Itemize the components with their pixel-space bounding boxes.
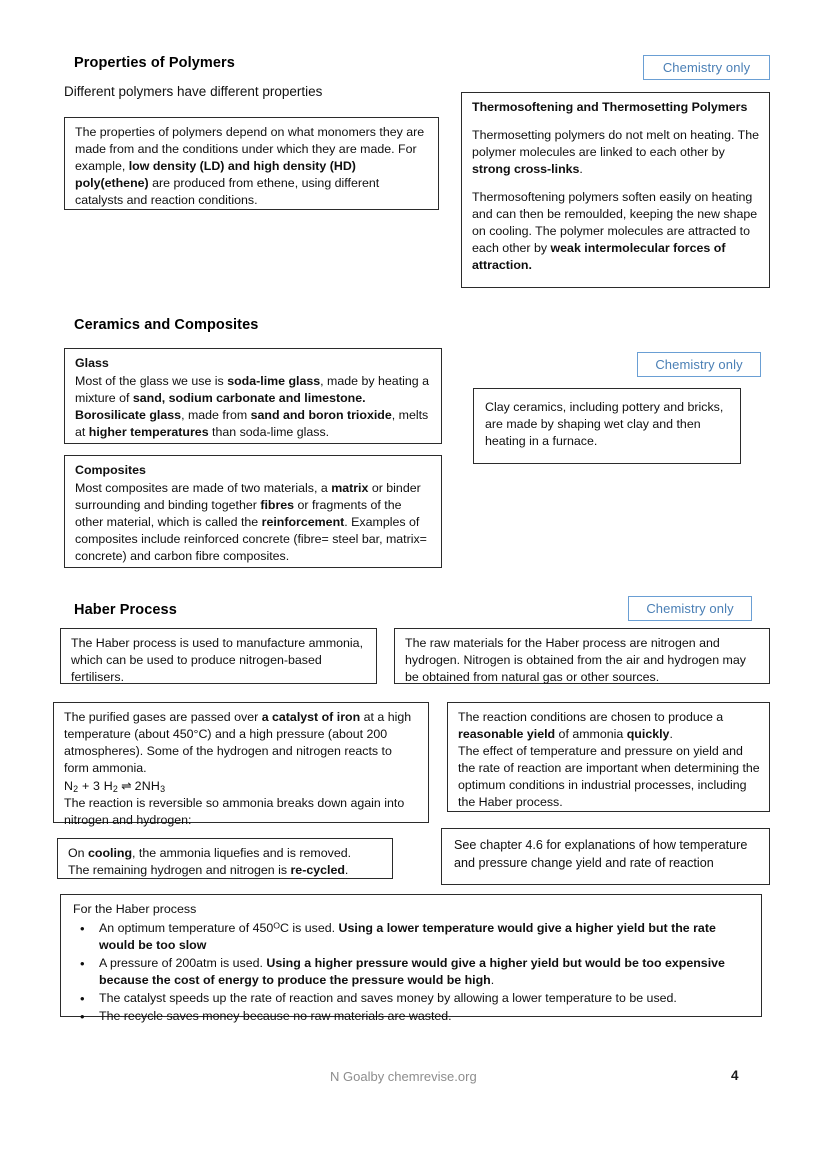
chapter-ref-text: See chapter 4.6 for explanations of how temperature and pressure change yield and rate of reaction: [454, 838, 748, 870]
bullet-3-t1: The recycle saves money because no raw materials are wasted.: [99, 1008, 452, 1023]
box-haber-intro: [60, 628, 377, 684]
polymer-bold-1: low density (LD) and high density (HD) poly(ethene): [75, 158, 356, 190]
footer-credit: N Goalby chemrevise.org: [330, 1069, 477, 1084]
cond-t3: The reaction is reversible so ammonia breaks down again into nitrogen and hydrogen:: [64, 796, 405, 828]
haber-intro-text: The Haber process is used to manufacture ammonia, which can be used to produce nitrogen-based fertilisers.: [71, 636, 364, 684]
list-item: [69, 955, 752, 989]
glass-b4: sand and boron trioxide: [250, 407, 392, 422]
glass-b5: higher temperatures: [88, 424, 209, 439]
bullet-0-t1: An optimum temperature of 450: [99, 920, 274, 935]
box-clay-ceramics: [473, 388, 741, 464]
list-item: [69, 990, 752, 1007]
haber-equation: [64, 778, 419, 795]
bullet-0-t2: C is used.: [279, 920, 339, 935]
cond-b1: a catalyst of iron: [261, 710, 361, 724]
thermo-p1-bold: strong cross-links: [472, 161, 580, 176]
badge-chemistry-only-ceramics: Chemistry only: [637, 352, 761, 377]
cool-t2: , the ammonia liquefies and is removed.: [132, 846, 352, 860]
thermo-p2-bold: weak intermolecular forces of attraction.: [472, 240, 726, 272]
glass-b3: Borosilicate glass: [75, 407, 182, 422]
cool-b1: cooling: [87, 846, 133, 860]
section-heading-ceramics: Ceramics and Composites: [74, 317, 259, 333]
box-chapter-reference: [441, 828, 770, 885]
box-glass: [64, 348, 442, 444]
comp-t2: or binder surrounding and binding together: [75, 480, 421, 512]
badge-chemistry-only-haber: Chemistry only: [628, 596, 752, 621]
list-item: [69, 920, 752, 954]
bullet-0-sup: O: [273, 920, 280, 931]
bullet-icon: •: [80, 1008, 85, 1024]
clay-text: Clay ceramics, including pottery and bricks, are made by shaping wet clay and then heating in a furnace.: [485, 400, 724, 448]
comp-b2: fibres: [260, 497, 295, 512]
bullet-icon: •: [80, 920, 85, 936]
section-heading-haber: Haber Process: [74, 602, 177, 618]
glass-t4: , made from: [181, 407, 251, 422]
glass-b2: sand, sodium carbonate and limestone.: [132, 390, 366, 405]
list-item: [69, 1008, 752, 1025]
box-title-composites: Composites: [75, 463, 146, 477]
box-title-glass: Glass: [75, 356, 109, 370]
yield-b2: quickly: [626, 726, 670, 741]
box-polymer-properties: [64, 117, 439, 210]
thermo-p1-text2: .: [579, 161, 583, 176]
eq-h-sub: 2: [112, 784, 119, 795]
cool-t1: On: [68, 846, 88, 860]
bullet-icon: •: [80, 990, 85, 1006]
yield-t1: The reaction conditions are chosen to produce a: [458, 710, 724, 724]
badge-chemistry-only-polymers: Chemistry only: [643, 55, 770, 80]
yield-b1: reasonable yield: [458, 726, 556, 741]
thermo-p2-text1: Thermosoftening polymers soften easily on heating and can then be remoulded, keeping the new shape on cooling. The polymer molecules are attracted to each other by: [472, 189, 758, 255]
comp-b1: matrix: [331, 480, 369, 495]
glass-t2: , made by heating a mixture of: [75, 373, 430, 405]
box-haber-raw-materials: [394, 628, 770, 684]
box-composites: [64, 455, 442, 568]
yield-t3: .: [669, 726, 673, 741]
box-haber-cooling: [57, 838, 393, 879]
cond-t2: at a high temperature (about 450°C) and a high pressure (about 200 atmospheres). Some of the hydrogen and nitrogen reacts to form ammonia.: [64, 710, 412, 775]
page-number: 4: [731, 1068, 739, 1083]
bullet-icon: •: [80, 955, 85, 971]
comp-t3: or fragments of the other material, which is called the: [75, 497, 402, 529]
cool-b2: re-cycled: [290, 862, 345, 877]
cool-t4: .: [344, 862, 349, 877]
comp-b3: reinforcement: [261, 514, 345, 529]
eq-plus: + 3 H: [78, 778, 113, 793]
thermo-p1-text1: Thermosetting polymers do not melt on heating. The polymer molecules are linked to each other by: [472, 127, 759, 159]
eq-nh: 2NH: [134, 778, 161, 793]
cool-t3: The remaining hydrogen and nitrogen is: [68, 862, 291, 877]
comp-t1: Most composites are made of two materials, a: [75, 480, 332, 495]
haber-raw-materials-text: The raw materials for the Haber process are nitrogen and hydrogen. Nitrogen is obtained from the air and hydrogen may be obtained from natural gas or other sources.: [405, 636, 746, 684]
comp-t4: . Examples of composites include reinforced concrete (fibre= steel bar, matrix= concrete) and carbon fibre composites.: [75, 514, 427, 563]
yield-t4: The effect of temperature and pressure on yield and the rate of reaction are important when determining the optimum conditions in industrial processes, including the Haber process.: [458, 743, 760, 809]
bullet-1-t3: .: [490, 972, 495, 987]
glass-t6: than soda-lime glass.: [208, 424, 330, 439]
polymer-text-2: are produced from ethene, using different catalysts and reaction conditions.: [75, 175, 380, 207]
polymer-text-1: The properties of polymers depend on what monomers they are made from and the conditions under which they are made. For example,: [75, 125, 425, 173]
box-haber-conditions: [53, 702, 429, 828]
glass-t1: Most of the glass we use is: [75, 373, 228, 388]
box-thermosoftening-thermosetting: [461, 92, 770, 288]
subheading-polymers: Different polymers have different properties: [64, 84, 323, 99]
glass-t5: , melts at: [75, 407, 429, 439]
box-title-thermo: Thermosoftening and Thermosetting Polymers: [472, 100, 748, 114]
glass-b1: soda-lime glass: [227, 373, 321, 388]
bullet-0-b1: Using a lower temperature would give a higher yield but the rate would be too slow: [99, 920, 716, 952]
eq-nh-sub: 3: [160, 784, 166, 795]
eq-n-sub: 2: [73, 784, 79, 795]
box-haber-summary: [60, 894, 762, 1024]
section-heading-polymers: Properties of Polymers: [74, 55, 235, 71]
eq-n: N: [64, 778, 74, 793]
box-haber-yield: [447, 702, 770, 812]
yield-t2: of ammonia: [555, 726, 627, 741]
bullet-1-t1: A pressure of 200atm is used.: [99, 955, 267, 970]
eq-reversible-arrow-icon: ⇌: [121, 778, 132, 793]
cond-t1: The purified gases are passed over: [64, 710, 262, 724]
summary-intro: For the Haber process: [73, 902, 197, 916]
bullet-1-b1: Using a higher pressure would give a higher yield but would be too expensive because the cost of energy to produce the pressure would be high: [99, 955, 725, 987]
summary-bullet-list: [69, 920, 752, 1025]
bullet-2-t1: The catalyst speeds up the rate of reaction and saves money by allowing a lower temperature to be used.: [99, 990, 677, 1005]
